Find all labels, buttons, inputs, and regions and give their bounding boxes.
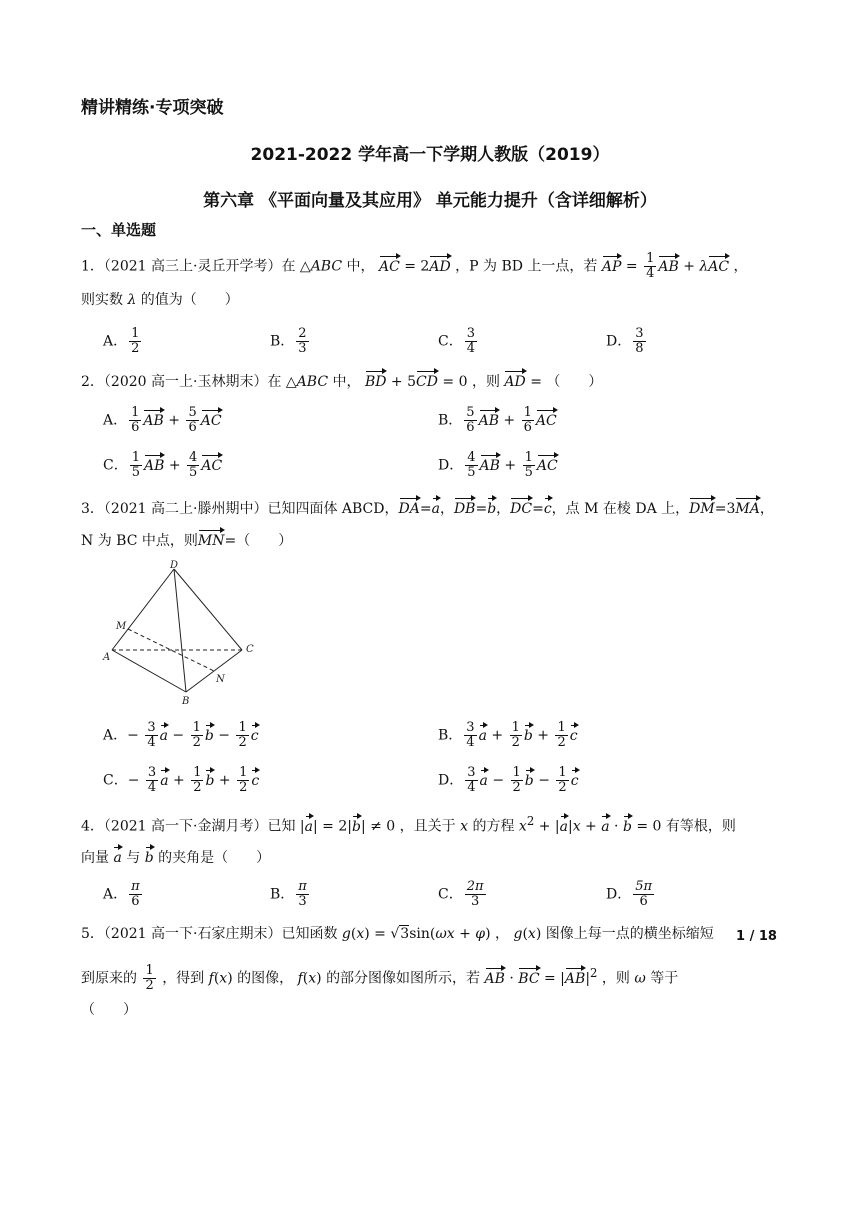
figure-label-d: D	[170, 560, 179, 571]
figure-label-m: M	[116, 621, 127, 632]
figure-label-b: B	[182, 696, 190, 707]
q3-option-c: C．− $\frac{3}{4}$ a + $\frac{1}{2}$ b + $\frac{1}{2}$ c	[103, 765, 260, 795]
q3-option-b: B． $\frac{3}{4}$ a + $\frac{1}{2}$ b + $\frac{1}{2}$ c	[438, 720, 578, 750]
document-title: 2021-2022 学年高一下学期人教版（2019）	[250, 145, 610, 165]
q3-option-a: A．− $\frac{3}{4}$ a − $\frac{1}{2}$ b − $\frac{1}{2}$ c	[103, 720, 259, 750]
q2-option-c: C． $\frac{1}{5}$ AB + $\frac{4}{5}$ AC	[103, 450, 223, 480]
document-subtitle: 第六章 《平面向量及其应用》 单元能力提升（含详细解析）	[203, 191, 657, 211]
question-4-line-2: 向量 a 与 b 的夹角是（ ）	[81, 845, 270, 868]
question-5-line-3: （ ）	[81, 1002, 137, 1018]
q1-option-a: A． $\frac{1}{2}$	[103, 326, 140, 356]
q1-option-d: D． $\frac{3}{8}$	[606, 326, 644, 356]
question-3-line-2: N 为 BC 中点，则MN=（ ）	[81, 528, 292, 551]
q1-option-c: C． $\frac{3}{4}$	[438, 326, 475, 356]
q2-option-d: D． $\frac{4}{5}$ AB + $\frac{1}{5}$ AC	[438, 450, 558, 480]
section-heading: 一、单选题	[81, 221, 157, 239]
question-2-line-1: 2．（2020 高一上·玉林期末）在 △ABC 中， BD + 5CD = 0 ，则 AD = （ ）	[81, 369, 602, 392]
q4-option-d: D． $\frac{5\pi}{6}$	[606, 879, 653, 909]
q4-option-b: B． $\frac{\pi}{3}$	[270, 879, 307, 909]
question-4-line-1: 4．（2021 高一下·金湖月考）已知 |a| = 2|b| ≠ 0 ，且关于 x 的方程 $x^2 + |a|x + a \cdot b = 0$ 有等根，则	[81, 814, 736, 835]
q1-option-b: B． $\frac{2}{3}$	[270, 326, 307, 356]
page-number: 1 / 18	[736, 929, 777, 944]
q2-option-b: B． $\frac{5}{6}$ AB + $\frac{1}{6}$ AC	[438, 405, 557, 435]
q4-option-a: A． $\frac{\pi}{6}$	[103, 879, 140, 909]
question-5-line-1: 5．（2021 高一下·石家庄期末）已知函数 g(x) = √3sin(ωx + φ) ， g(x) 图像上每一点的横坐标缩短	[81, 926, 714, 942]
q4-option-c: C． $\frac{2\pi}{3}$	[438, 879, 484, 909]
q3-option-d: D． $\frac{3}{4}$ a − $\frac{1}{2}$ b − $\frac{1}{2}$ c	[438, 765, 579, 795]
question-1-line-1: 1．（2021 高三上·灵丘开学考）在 △ABC 中， AC = 2AD ，P 为 BD 上一点，若 AP = $\frac{1}{4}$ AB + λAC ，	[81, 251, 748, 281]
question-5-line-2: 到原来的 $\frac{1}{2}$ ，得到 f(x) 的图像， f(x) 的部分图像如图所示，若 AB · BC = $|AB|^2$ ，则 ω 等于	[81, 963, 679, 994]
figure-label-c: C	[246, 644, 254, 655]
brand-title: 精讲精练·专项突破	[81, 98, 224, 118]
q2-option-a: A． $\frac{1}{6}$ AB + $\frac{5}{6}$ AC	[103, 405, 222, 435]
figure-label-n: N	[216, 674, 225, 685]
question-1-line-2: 则实数 λ 的值为（ ）	[81, 292, 239, 308]
tetrahedron-figure	[100, 558, 265, 708]
figure-label-a: A	[103, 652, 111, 663]
question-3-line-1: 3．（2021 高二上·滕州期中）已知四面体 ABCD，DA=a，DB=b，DC=c，点 M 在棱 DA 上，DM=3MA，	[81, 496, 774, 519]
